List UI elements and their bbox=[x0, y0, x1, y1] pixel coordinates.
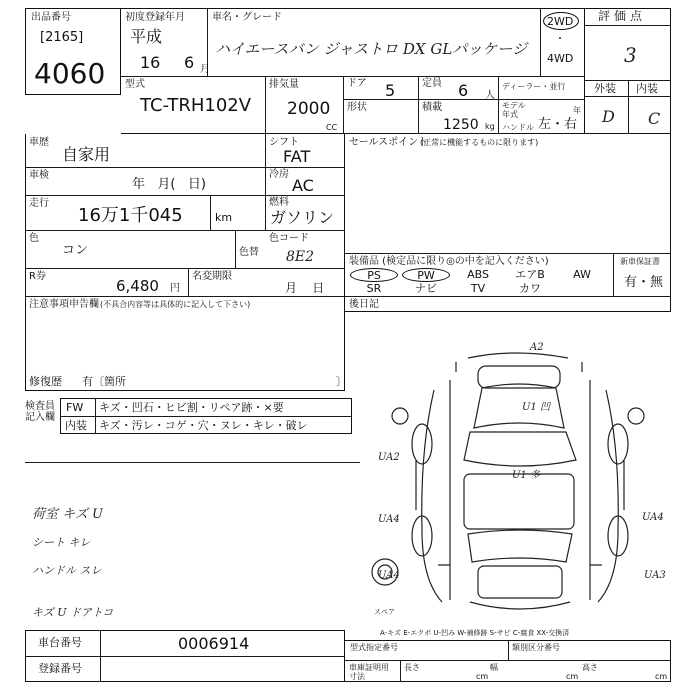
capacity-value: 6 bbox=[458, 81, 469, 100]
ac-label: 冷房 bbox=[269, 169, 289, 180]
damage-legend: A-キズ E-エクボ U-凹み W-補修跡 S-サビ C-腐食 XX-交換済 bbox=[380, 629, 570, 637]
lot-number: 4060 bbox=[34, 57, 106, 90]
type-value: TC-TRH102V bbox=[140, 95, 252, 116]
dealer-label: ディーラー・並行 bbox=[502, 82, 566, 91]
diagram-mark-ua2: UA2 bbox=[378, 452, 400, 463]
equipment-item bbox=[558, 282, 606, 296]
handwritten-note-2: シート キレ bbox=[32, 536, 91, 549]
recycle-unit: 円 bbox=[170, 283, 180, 294]
displacement-label: 排気量 bbox=[269, 79, 299, 90]
chassis-value: 0006914 bbox=[178, 634, 250, 653]
score-label: 評価点 bbox=[598, 9, 647, 23]
lot-block bbox=[25, 8, 121, 95]
repair-value: 有〔箇所 bbox=[82, 375, 126, 388]
ac-value: AC bbox=[292, 176, 314, 195]
width-label: 幅 bbox=[490, 663, 498, 672]
load-unit: kg bbox=[485, 122, 495, 131]
notes-sub: (不具合内容等は具体的に記入して下さい) bbox=[100, 300, 251, 309]
mileage-unit: km bbox=[215, 211, 233, 224]
type-code-label: 型式指定番号 bbox=[350, 643, 398, 652]
diagram-mark-u1-dent: U1 凹 bbox=[522, 402, 550, 413]
exterior-value: D bbox=[602, 107, 615, 126]
history-label: 車歴 bbox=[29, 137, 49, 148]
equipment-item: ABS bbox=[467, 268, 489, 281]
diagram-mark-ua4-right: UA4 bbox=[642, 512, 664, 523]
model-label: 車名・グレード bbox=[212, 12, 282, 23]
repair-label: 修復歴 bbox=[29, 375, 62, 388]
diagram-mark-ua3: UA3 bbox=[644, 570, 666, 581]
diagram-mark-ua4-rear: UA4 bbox=[378, 570, 400, 581]
equipment-item: ナビ bbox=[415, 282, 437, 295]
handle-value: 左・右 bbox=[538, 117, 578, 132]
4wd-label: 4WD bbox=[547, 52, 574, 65]
inspector-interior-items: キズ・汚レ・コゲ・穴・ヌレ・キレ・破レ bbox=[99, 419, 308, 432]
cm-height: cm bbox=[655, 672, 668, 681]
mileage-label: 走行 bbox=[29, 198, 49, 209]
inspector-exterior-items: キズ・凹石・ヒビ割・リペア跡・×要 bbox=[99, 401, 284, 414]
model-year-label: モデル年式 bbox=[502, 101, 526, 119]
vehicle-diagram bbox=[360, 340, 670, 625]
interior-label: 内装 bbox=[636, 82, 658, 95]
equipment-item: PW bbox=[402, 268, 450, 282]
interior-value: C bbox=[648, 109, 661, 128]
handle-label: ハンドル bbox=[502, 123, 534, 132]
displacement-unit: CC bbox=[326, 123, 338, 132]
fuel-label: 燃料 bbox=[269, 197, 289, 208]
color-value: コン bbox=[62, 243, 89, 258]
notes-label: 注意事項申告欄 bbox=[29, 299, 99, 310]
equipment-label: 装備品 (検定品に限り◎の中を記入ください) bbox=[349, 256, 549, 267]
model-year-unit: 年 bbox=[573, 106, 581, 115]
shift-label: シフト bbox=[269, 137, 299, 148]
repair-close: 〕 bbox=[336, 375, 347, 388]
name-change-label: 名変期限 bbox=[192, 271, 232, 282]
recycle-value: 6,480 bbox=[116, 277, 159, 295]
color-label: 色 bbox=[29, 233, 39, 244]
equipment-item: カワ bbox=[519, 282, 541, 295]
shape-label: 形状 bbox=[347, 102, 367, 113]
drive-dot: ・ bbox=[555, 34, 565, 45]
warranty-value: 有・無 bbox=[624, 275, 664, 290]
inspector-label: 検査員記入欄 bbox=[25, 401, 55, 423]
first-reg-month-unit: 月 bbox=[200, 64, 210, 75]
history-value: 自家用 bbox=[62, 145, 111, 164]
sales-point-note: (正常に機能するものに限ります) bbox=[420, 138, 539, 147]
repaint-label: 色替 bbox=[239, 247, 259, 258]
shift-value: FAT bbox=[283, 147, 311, 166]
name-change-text: 月 日 bbox=[285, 281, 325, 295]
registration-label: 登録番号 bbox=[38, 662, 82, 675]
lot-label: 出品番号 bbox=[31, 12, 71, 23]
inspection-text: 年 月( 日) bbox=[132, 177, 206, 192]
mileage-value: 16万1千045 bbox=[78, 205, 183, 226]
height-label: 高さ bbox=[582, 663, 598, 672]
doors-value: 5 bbox=[385, 81, 396, 100]
sales-point-label: セールスポイント bbox=[349, 137, 429, 148]
capacity-unit: 人 bbox=[485, 90, 495, 101]
first-reg-label: 初度登録年月 bbox=[125, 12, 185, 23]
cm-width: cm bbox=[566, 672, 579, 681]
garage-cert-label: 車庫証明用 寸法 bbox=[349, 663, 389, 681]
displacement-value: 2000 bbox=[287, 99, 331, 119]
recycle-label: R券 bbox=[29, 271, 46, 282]
doors-label: ドア bbox=[347, 78, 367, 89]
length-label: 長さ bbox=[404, 663, 420, 672]
cm-length: cm bbox=[476, 672, 489, 681]
type-label: 型式 bbox=[125, 79, 145, 90]
rear-seat-label: 後日記 bbox=[349, 299, 379, 310]
lot-code: [2165] bbox=[40, 30, 84, 45]
class-code-label: 類別区分番号 bbox=[512, 643, 560, 652]
chassis-label: 車台番号 bbox=[38, 636, 82, 649]
equipment-item: エアB bbox=[515, 268, 545, 281]
color-code-value: 8E2 bbox=[286, 249, 315, 265]
inspector-interior-name: 内装 bbox=[65, 419, 87, 432]
fuel-value: ガソリン bbox=[270, 208, 335, 227]
2wd-label: 2WD bbox=[547, 15, 574, 28]
handwritten-note-4: キズ U ドアトコ bbox=[32, 606, 114, 619]
color-code-label: 色コード bbox=[269, 233, 309, 244]
handwritten-note-3: ハンドル スレ bbox=[32, 564, 102, 577]
equipment-item: PS bbox=[350, 268, 398, 282]
diagram-mark-a2: A2 bbox=[530, 342, 544, 353]
equipment-item: AW bbox=[573, 268, 591, 281]
equipment-item: TV bbox=[470, 282, 486, 295]
inspector-exterior-code: FW bbox=[66, 401, 84, 414]
first-reg-year: 16 bbox=[140, 53, 161, 72]
first-reg-month: 6 bbox=[184, 53, 195, 72]
diagram-mark-u1-many: U1 多 bbox=[512, 470, 540, 481]
capacity-label: 定員 bbox=[422, 78, 442, 89]
exterior-label: 外装 bbox=[594, 82, 616, 95]
warranty-label: 新車保証書 bbox=[620, 257, 660, 266]
score-value: 3 bbox=[624, 43, 637, 67]
model-name: ハイエースバン ジャストロ DX GLパッケージ bbox=[215, 40, 528, 58]
inspection-label: 車検 bbox=[29, 170, 49, 181]
load-label: 積載 bbox=[422, 102, 442, 113]
equipment-item: SR bbox=[366, 282, 382, 295]
diagram-mark-ua4-left: UA4 bbox=[378, 514, 400, 525]
load-value: 1250 bbox=[443, 117, 479, 133]
handwritten-note-1: 荷室 キズ U bbox=[32, 507, 103, 522]
first-reg-era: 平成 bbox=[130, 27, 163, 46]
spare-label: スペア bbox=[374, 608, 395, 616]
